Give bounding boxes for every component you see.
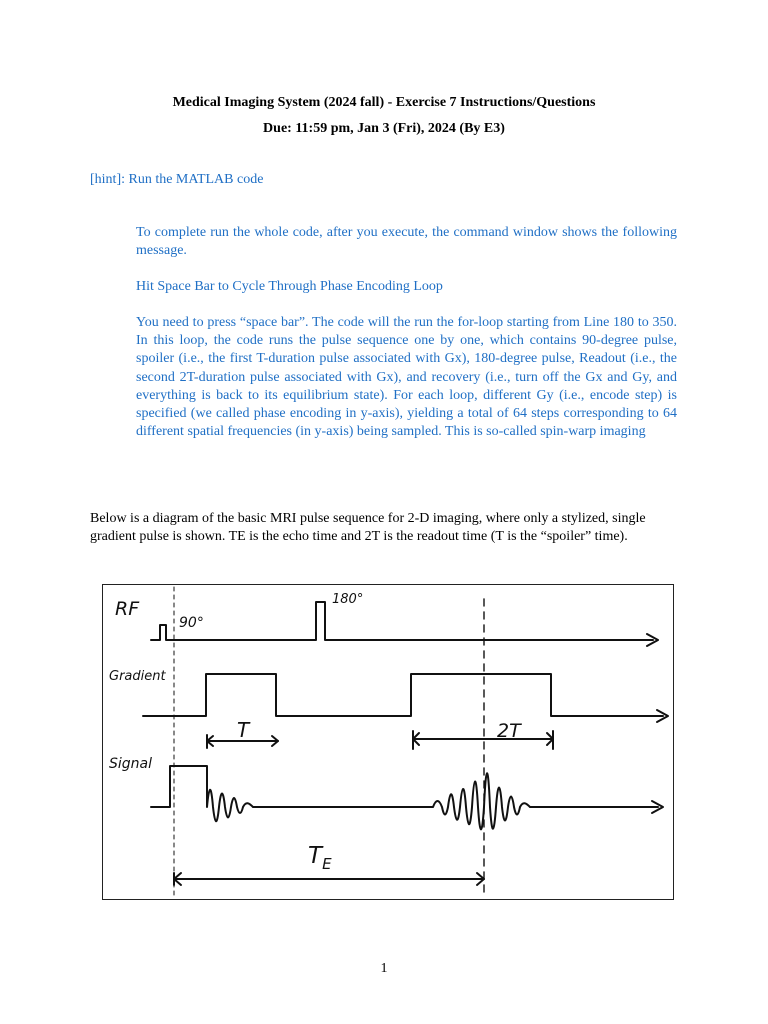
ninety-degree-label: 90° [179, 615, 204, 631]
pulse-sequence-diagram [102, 584, 674, 900]
hint-text: [hint]: Run the MATLAB code [90, 172, 264, 187]
pulse-sequence-svg [103, 585, 673, 899]
due-date: Due: 11:59 pm, Jan 3 (Fri), 2024 (By E3) [263, 121, 505, 136]
document-title: Medical Imaging System (2024 fall) - Exercise 7 Instructions/Questions [172, 95, 596, 110]
instruction-paragraph-1: To complete run the whole code, after you execute, the command window shows the following message. [136, 225, 677, 259]
te-label-main: T [308, 843, 323, 869]
te-label [308, 843, 332, 873]
signal-trace [151, 766, 658, 830]
gradient-trace [143, 674, 663, 716]
te-label-subscript: E [322, 855, 332, 873]
rf-label: RF [115, 598, 140, 620]
gradient-label: Gradient [109, 669, 166, 684]
instruction-paragraph-2: Hit Space Bar to Cycle Through Phase Encoding Loop [136, 279, 443, 294]
instruction-paragraph-3: You need to press “space bar”. The code will the run the for-loop starting from Line 180 to 350. In this loop, the code runs the pulse sequence one by one, which contains 90-degree pulse, spoiler (i.e., the first T-duration pulse associated with Gx), 180-degree pulse, Readout (i.e., the second 2T-duration pulse associated with Gx), and recovery (i.e., turn off the Gx and Gy, and everything is back to its equilibrium state). For each loop, different Gy (i.e., encode step) is specified (we called phase encoding in y-axis), yielding a total of 64 steps corresponding to 64 different spatial frequencies (in y-axis) being sampled. This is so-called spin-warp imaging [136, 315, 677, 440]
two-t-label: 2T [497, 720, 521, 742]
signal-label: Signal [109, 756, 153, 772]
body-paragraph: Below is a diagram of the basic MRI pulse sequence for 2-D imaging, where only a stylized, single gradient pulse is shown. TE is the echo time and 2T is the readout time (T is the “spoiler” time). [90, 511, 646, 544]
page-number: 1 [380, 961, 388, 976]
t-label: T [237, 718, 250, 742]
one-eighty-degree-label: 180° [332, 592, 364, 607]
rf-trace [151, 602, 653, 640]
